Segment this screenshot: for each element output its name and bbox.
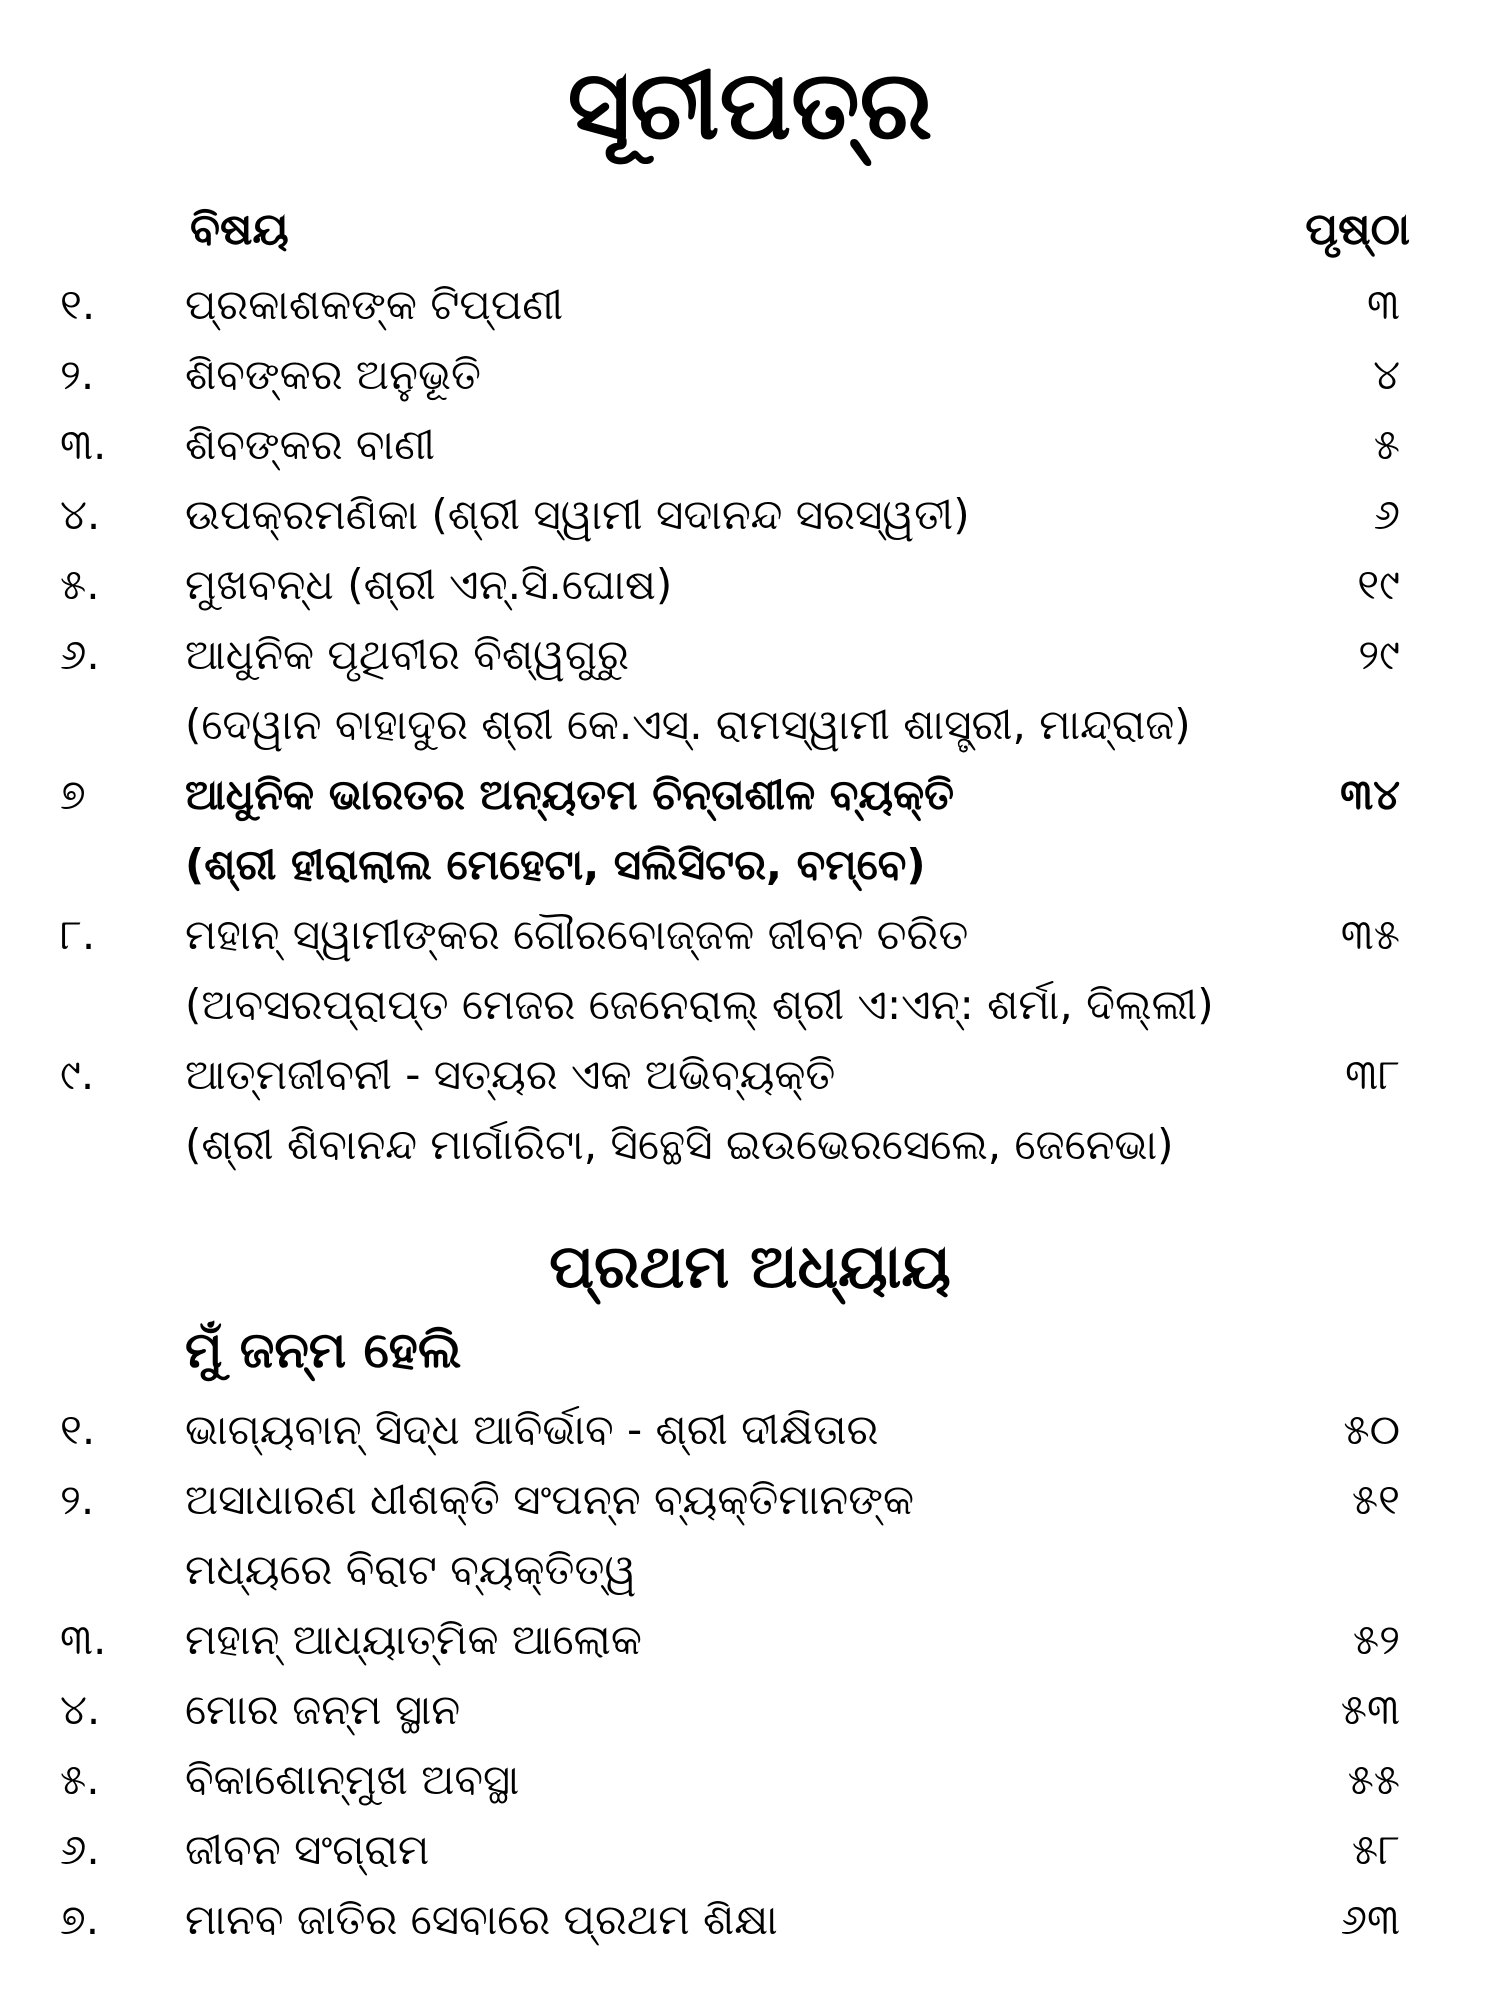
entry-subtitle: (ଶ୍ରୀ ଶିବାନନ୍ଦ ମାର୍ଗାରିଟା, ସିନ୍ଥେସି ଇଉଭେରସେଲେ, ଜେନେଭା): [185, 1120, 1174, 1169]
entry-title: ଶିବଙ୍କର ବାଣୀ: [185, 420, 436, 469]
entry-title: ଉପକ୍ରମଣିକା (ଶ୍ରୀ ସ୍ୱାମୀ ସଦାନନ୍ଦ ସରସ୍ୱତୀ): [185, 490, 970, 539]
toc-entry-continuation: [0, 1535, 1500, 1605]
entry-title: ମୁଖବନ୍ଧ (ଶ୍ରୀ ଏନ୍.ସି.ଘୋଷ): [185, 560, 673, 609]
entry-number: ୪.: [60, 490, 101, 539]
entry-page: ୫୫: [1347, 1755, 1400, 1804]
entry-page: ୬: [1373, 490, 1400, 539]
entry-page: ୫୮: [1351, 1825, 1400, 1874]
entry-title: ମହାନ୍ ଆଧ୍ୟାତ୍ମିକ ଆଲୋକ: [185, 1615, 642, 1664]
entry-number: ୧.: [60, 1405, 96, 1454]
toc-entry: [0, 900, 1500, 970]
entry-number: ୨.: [60, 1475, 95, 1524]
toc-entry: [0, 340, 1500, 410]
entry-number: ୪.: [60, 1685, 101, 1734]
entry-title: ପ୍ରକାଶକଙ୍କ ଟିପ୍ପଣୀ: [185, 280, 564, 329]
entry-page: ୪: [1373, 350, 1400, 399]
toc-entry: [0, 1815, 1500, 1885]
entry-subtitle: ମଧ୍ୟରେ ବିରାଟ ବ୍ୟକ୍ତିତ୍ୱ: [185, 1545, 637, 1594]
column-header: [0, 195, 1500, 265]
toc-entry: [0, 550, 1500, 620]
page-column-label: ପୃଷ୍ଠା: [1305, 204, 1410, 255]
entry-number: ୫.: [60, 1755, 100, 1804]
toc-entry-continuation: [0, 1110, 1500, 1180]
entry-page: ୫: [1373, 420, 1400, 469]
toc-entry: [0, 1745, 1500, 1815]
entry-page: ୩: [1366, 280, 1400, 329]
entry-title: ଆଧୁନିକ ପୃଥିବୀର ବିଶ୍ୱଗୁରୁ: [185, 630, 629, 679]
entry-title: ମହାନ୍ ସ୍ୱାମୀଙ୍କର ଗୌରବୋଜ୍ଜଳ ଜୀବନ ଚରିତ: [185, 910, 969, 959]
entry-number: ୨.: [60, 350, 95, 399]
entry-page: ୫୩: [1340, 1685, 1400, 1734]
toc-entry: [0, 620, 1500, 690]
entry-subtitle: (ଦେୱାନ ବାହାଦୁର ଶ୍ରୀ କେ.ଏସ୍. ରାମସ୍ୱାମୀ ଶାସ୍ତ୍ରୀ, ମାନ୍ଦ୍ରାଜ): [185, 700, 1191, 749]
entry-number: ୫.: [60, 560, 100, 609]
entry-subtitle: (ଶ୍ରୀ ହୀରାଲାଲ ମେହେଟା, ସଲିସିଟର, ବମ୍ବେ): [185, 840, 926, 889]
toc-entry: [0, 1885, 1500, 1955]
entry-page: ୩୮: [1345, 1050, 1400, 1099]
entry-title: ମୋର ଜନ୍ମ ସ୍ଥାନ: [185, 1685, 461, 1734]
toc-entry: [0, 1605, 1500, 1675]
toc-entry: [0, 760, 1500, 830]
subject-column-label: ବିଷୟ: [190, 204, 289, 255]
entry-page: ୬୩: [1340, 1895, 1400, 1944]
entry-title: ଆତ୍ମଜୀବନୀ - ସତ୍ୟର ଏକ ଅଭିବ୍ୟକ୍ତି: [185, 1050, 836, 1099]
page-title: ସୂଚୀପତ୍ର: [567, 49, 933, 161]
entry-page: ୩୪: [1340, 770, 1400, 819]
entry-number: ୭.: [60, 1895, 100, 1944]
entry-page: ୫୨: [1352, 1615, 1400, 1664]
entry-title: ଭାଗ୍ୟବାନ୍ ସିଦ୍ଧ ଆବିର୍ଭାବ - ଶ୍ରୀ ଦୀକ୍ଷିତାର: [185, 1405, 879, 1454]
entry-number: ୧.: [60, 280, 96, 329]
entry-number: ୭: [60, 770, 86, 819]
chapter-heading: ପ୍ରଥମ ଅଧ୍ୟାୟ: [549, 1232, 951, 1302]
toc-entry: [0, 480, 1500, 550]
entry-number: ୬.: [60, 1825, 100, 1874]
entry-page: ୨୯: [1358, 630, 1400, 679]
entry-title: ଜୀବନ ସଂଗ୍ରାମ: [185, 1825, 430, 1874]
entry-page: ୩୫: [1340, 910, 1400, 959]
entry-number: ୩.: [60, 420, 107, 469]
entry-title: ଆଧୁନିକ ଭାରତର ଅନ୍ୟତମ ଚିନ୍ତାଶୀଳ ବ୍ୟକ୍ତି: [185, 770, 955, 819]
entry-number: ୯.: [60, 1050, 95, 1099]
entry-page: ୫୦: [1343, 1405, 1400, 1454]
entry-title: ମାନବ ଜାତିର ସେବାରେ ପ୍ରଥମ ଶିକ୍ଷା: [185, 1895, 778, 1944]
entry-number: ୩.: [60, 1615, 107, 1664]
section-subheading: ମୁଁ ଜନ୍ମ ହେଲି: [185, 1321, 462, 1379]
toc-entry: [0, 410, 1500, 480]
toc-entry-continuation: [0, 690, 1500, 760]
entry-title: ଅସାଧାରଣ ଧୀଶକ୍ତି ସଂପନ୍ନ ବ୍ୟକ୍ତିମାନଙ୍କ: [185, 1475, 915, 1524]
toc-entry: [0, 1395, 1500, 1465]
entry-title: ବିକାଶୋନ୍ମୁଖ ଅବସ୍ଥା: [185, 1755, 520, 1804]
toc-entry-continuation: [0, 970, 1500, 1040]
entry-number: ୮.: [60, 910, 96, 959]
entry-page: ୧୯: [1357, 560, 1400, 609]
toc-entry: [0, 1465, 1500, 1535]
entry-page: ୫୧: [1351, 1475, 1400, 1524]
entry-number: ୬.: [60, 630, 100, 679]
entry-title: ଶିବଙ୍କର ଅନୁଭୂତି: [185, 350, 481, 399]
toc-entry: [0, 1040, 1500, 1110]
toc-entry: [0, 270, 1500, 340]
toc-entry-continuation: [0, 830, 1500, 900]
entry-subtitle: (ଅବସରପ୍ରାପ୍ତ ମେଜର ଜେନେରାଲ୍ ଶ୍ରୀ ଏ:ଏନ୍: ଶର୍ମା, ଦିଲ୍ଲୀ): [185, 980, 1214, 1029]
toc-entry: [0, 1675, 1500, 1745]
